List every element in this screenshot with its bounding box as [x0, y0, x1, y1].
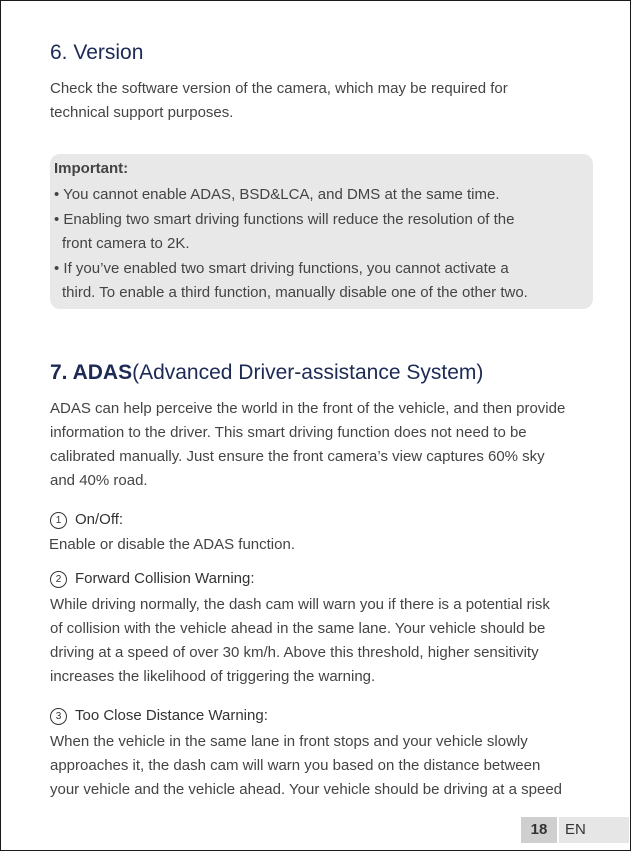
language-label: EN [559, 817, 629, 843]
section-6-body-line-2: technical support purposes. [50, 104, 234, 121]
section-7-intro-line-4: and 40% road. [50, 472, 148, 489]
important-bullet-3-line-1: • If you’ve enabled two smart driving functions, you cannot activate a [54, 260, 509, 277]
item-3-body-line-1: When the vehicle in the same lane in front stops and your vehicle slowly [50, 733, 528, 750]
item-2-number-circle: 2 [50, 571, 67, 588]
item-2-body-line-2: of collision with the vehicle ahead in the same lane. Your vehicle should be [50, 620, 546, 637]
section-7-intro-line-3: calibrated manually. Just ensure the front camera’s view captures 60% sky [50, 448, 545, 465]
item-1-heading [50, 511, 123, 529]
important-bullet-2-line-1: • Enabling two smart driving functions will reduce the resolution of the [54, 211, 515, 228]
item-2-body-line-1: While driving normally, the dash cam will warn you if there is a potential risk [50, 596, 550, 613]
item-2-body-line-4: increases the likelihood of triggering the warning. [50, 668, 376, 685]
item-3-body-line-3: your vehicle and the vehicle ahead. Your vehicle should be driving at a speed [50, 781, 563, 798]
important-bullet-3-line-2: third. To enable a third function, manually disable one of the other two. [62, 284, 528, 301]
item-3-title: Too Close Distance Warning: [75, 707, 268, 724]
item-2-heading [50, 570, 255, 588]
important-note-title: Important: [54, 160, 129, 177]
item-1-title: On/Off: [75, 511, 124, 528]
item-3-heading [50, 707, 268, 725]
item-1-body: Enable or disable the ADAS function. [49, 536, 295, 553]
section-7-heading-number: 7. ADAS [50, 361, 133, 384]
important-bullet-1: • You cannot enable ADAS, BSD&LCA, and DMS at the same time. [54, 186, 500, 203]
section-7-heading-subtitle: (Advanced Driver-assistance System) [132, 361, 484, 384]
section-7-intro-line-1: ADAS can help perceive the world in the front of the vehicle, and then provide [50, 400, 566, 417]
item-2-body-line-3: driving at a speed of over 30 km/h. Above this threshold, higher sensitivity [50, 644, 539, 661]
section-7-heading [50, 361, 483, 385]
section-6-body-line-1: Check the software version of the camera, which may be required for [50, 80, 508, 97]
page-number: 18 [521, 817, 557, 843]
item-3-number-circle: 3 [50, 708, 67, 725]
section-7-intro-line-2: information to the driver. This smart driving function does not need to be [50, 424, 527, 441]
important-bullet-2-line-2: front camera to 2K. [62, 235, 190, 252]
section-6-heading: 6. Version [50, 41, 144, 64]
item-1-number-circle: 1 [50, 512, 67, 529]
item-3-body-line-2: approaches it, the dash cam will warn you based on the distance between [50, 757, 541, 774]
item-2-title: Forward Collision Warning: [75, 570, 255, 587]
